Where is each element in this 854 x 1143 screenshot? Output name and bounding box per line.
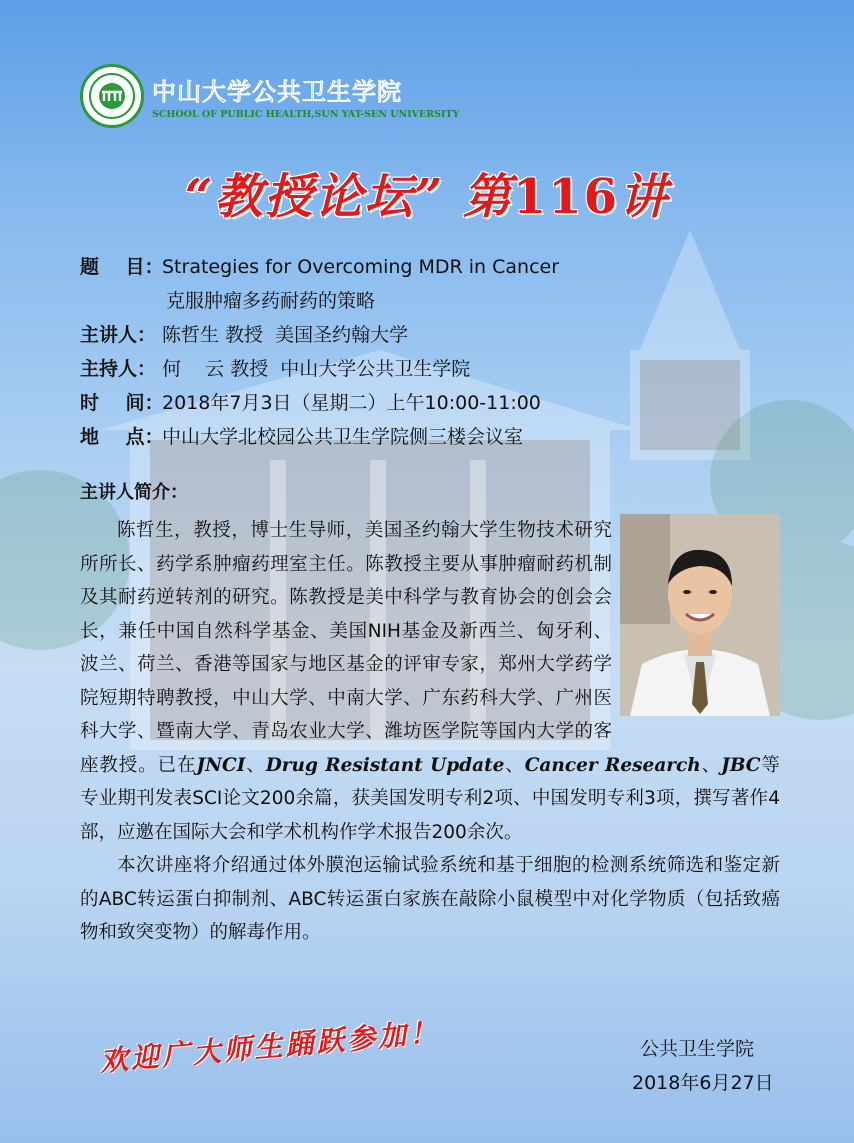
time-row (80, 388, 780, 422)
speaker-label: 主讲人： (80, 324, 157, 346)
bio-text-1a: 陈哲生，教授，博士生导师，美国圣约翰大学生物技术研究所所长、药学系肿瘤药理室主任。陈教授主要从事肿瘤耐药机制及其耐药逆转剂的研究。陈教授是美中科学与教育协会的创会会长，兼任中国自然科学基金、美国NIH基金及新西兰、匈牙利、波兰、荷兰、香港等国家与地区基金的评审专家，郑州大学药学院短期特聘教授，中山大学、中南大学、广东药科大学、广州医科大学、暨南大学、青岛农业大学、潍坊医学院等国内大学的客座教授。已在 (80, 520, 612, 776)
journal-separator-1: 、 (245, 754, 266, 776)
host-row (80, 354, 780, 388)
speaker-photo (620, 514, 780, 716)
journal-separator-2: 、 (504, 754, 525, 776)
organizer: 公共卫生学院 (640, 1038, 755, 1060)
notice-date: 2018年6月27日 (632, 1072, 774, 1094)
welcome-slogan: 欢迎广大师生踊跃参加！ (98, 1015, 442, 1078)
school-name-chinese: 中山大学公共卫生学院 (152, 78, 402, 106)
lecture-info (80, 252, 780, 456)
topic-row (80, 252, 780, 286)
school-logo (80, 64, 144, 128)
bio-paragraph-2: 本次讲座将介绍通过体外膜泡运输试验系统和基于细胞的检测系统筛选和鉴定新的ABC转运蛋白抑制剂、ABC转运蛋白家族在敲除小鼠模型中对化学物质（包括致癌物和致突变物）的解毒作用。 (80, 855, 780, 943)
journal-drug-resistant-update: Drug Resistant Update (265, 754, 505, 776)
bio-text-1b: 等专业期刊发表SCI论文200余篇，获美国发明专利2项、中国发明专利3项，撰写著作4部，应邀在国际大会和学术机构作学术报告200余次。 (80, 754, 780, 843)
place-value: 中山大学北校园公共卫生学院侧三楼会议室 (162, 426, 524, 448)
school-emblem-icon (87, 71, 137, 121)
place-label: 地 点： (80, 426, 164, 448)
time-value: 2018年7月3日（星期二）上午10:00-11:00 (162, 392, 541, 414)
journal-cancer-research: Cancer Research (524, 754, 701, 776)
journal-jbc: JBC (721, 754, 761, 776)
speaker-portrait-icon (620, 514, 780, 716)
school-name-english: SCHOOL OF PUBLIC HEALTH,SUN YAT-SEN UNIVERSITY (152, 109, 460, 120)
time-label: 时 间： (80, 392, 164, 414)
forum-title-text: “教授论坛” 第 (184, 169, 513, 225)
header (80, 64, 459, 128)
host-label: 主持人： (80, 358, 157, 380)
forum-title (0, 158, 854, 227)
place-row (80, 422, 780, 456)
bio-heading: 主讲人简介： (80, 482, 188, 503)
speaker-bio (80, 514, 780, 950)
journal-jnci: JNCI (196, 754, 246, 776)
speaker-row (80, 320, 780, 354)
forum-title-suffix: 讲 (619, 169, 670, 225)
lecture-number: 116 (512, 169, 620, 225)
topic-chinese-row (80, 286, 780, 320)
speaker-value: 陈哲生 教授 美国圣约翰大学 (162, 324, 409, 346)
topic-label: 题 目： (80, 256, 164, 278)
host-value: 何 云 教授 中山大学公共卫生学院 (162, 358, 471, 380)
topic-english: Strategies for Overcoming MDR in Cancer (162, 256, 560, 278)
topic-chinese: 克服肿瘤多药耐药的策略 (166, 290, 376, 312)
journal-separator-3: 、 (700, 754, 722, 776)
